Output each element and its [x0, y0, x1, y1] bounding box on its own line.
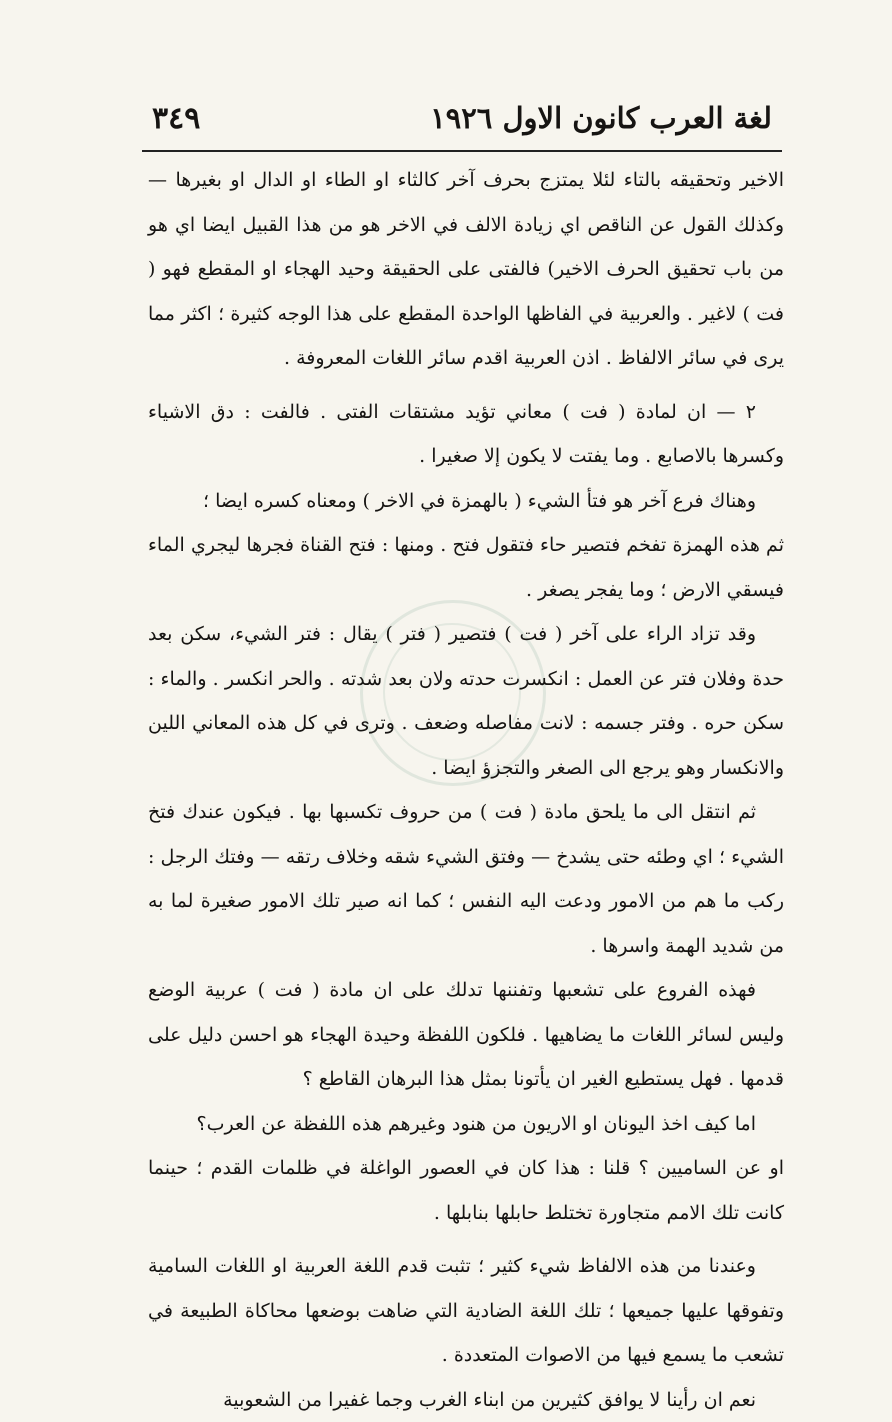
paragraph-6: ثم انتقل الى ما يلحق مادة ( فت ) من حروف تكسبها بها . فيكون عندك فتخ الشيء ؛ اي وطئه حتى يشدخ — وفتق الشيء شقه وخلاف رتقه — وفتك الرجل : ركب ما هم من الامور ودعت اليه النفس ؛ كما انه صير تلك الامور صغيرة لما به من شديد الهمة واسرها .: [148, 790, 784, 968]
paragraph-7: فهذه الفروع على تشعبها وتفننها تدلك على ان مادة ( فت ) عربية الوضع وليس لسائر اللغات ما يضاهيها . فلكون اللفظة وحيدة الهجاء هو احسن دليل على قدمها . فهل يستطيع الغير ان يأتونا بمثل هذا البرهان القاطع ؟: [148, 968, 784, 1102]
page-number: ٣٤٩: [152, 101, 200, 136]
paragraph-5: وقد تزاد الراء على آخر ( فت ) فتصير ( فتر ) يقال : فتر الشيء، سكن بعد حدة وفلان فتر عن العمل : انكسرت حدته ولان بعد شدته . والحر انكسر . والماء : سكن حره . وفتر جسمه : لانت مفاصله وضعف . وترى في كل هذه المعاني اللين والانكسار وهو يرجع الى الصغر والتجزؤ ايضا .: [148, 612, 784, 790]
running-title: لغة العرب كانون الاول ١٩٢٦: [430, 101, 772, 135]
paragraph-2: ٢ — ان لمادة ( فت ) معاني تؤيد مشتقات الفتى . فالفت : دق الاشياء وكسرها بالاصابع . وما يفتت لا يكون إلا صغيرا .: [148, 390, 784, 479]
page-header: [152, 94, 772, 142]
paragraph-8: اما كيف اخذ اليونان او الاريون من هنود وغيرهم هذه اللفظة عن العرب؟: [148, 1102, 784, 1147]
paragraph-11: نعم ان رأينا لا يوافق كثيرين من ابناء الغرب وجما غفيرا من الشعوبية: [148, 1378, 784, 1422]
paragraph-3: وهناك فرع آخر هو فتأ الشيء ( بالهمزة في الاخر ) ومعناه كسره ايضا ؛: [148, 479, 784, 524]
article-body: [148, 158, 784, 1422]
paragraph-4: ثم هذه الهمزة تفخم فتصير حاء فتقول فتح . ومنها : فتح القناة فجرها ليجري الماء فيسقي الارض ؛ وما يفجر يصغر .: [148, 523, 784, 612]
paragraph-9: او عن الساميين ؟ قلنا : هذا كان في العصور الواغلة في ظلمات القدم ؛ حينما كانت تلك الامم متجاورة تختلط حابلها بنابلها .: [148, 1146, 784, 1235]
paragraph-1: الاخير وتحقيقه بالتاء لئلا يمتزج بحرف آخر كالثاء او الطاء او الدال او بغيرها — وكذلك القول عن الناقص اي زيادة الالف في الاخر هو من هذا القبيل ايضا اي هو من باب تحقيق الحرف الاخير) فالفتى على الحقيقة وحيد الهجاء او المقطع فهو ( فت ) لاغير . والعربية في الفاظها الواحدة المقطع على هذا الوجه كثيرة ؛ اكثر مما يرى في سائر الالفاظ . اذن العربية اقدم سائر اللغات المعروفة .: [148, 158, 784, 381]
paragraph-10: وعندنا من هذه الالفاظ شيء كثير ؛ تثبت قدم اللغة العربية او اللغات السامية وتفوقها عليها جميعها ؛ تلك اللغة الضادية التي ضاهت بوضعها محاكاة الطبيعة في تشعب ما يسمع فيها من الاصوات المتعددة .: [148, 1244, 784, 1378]
header-rule: [142, 150, 782, 152]
